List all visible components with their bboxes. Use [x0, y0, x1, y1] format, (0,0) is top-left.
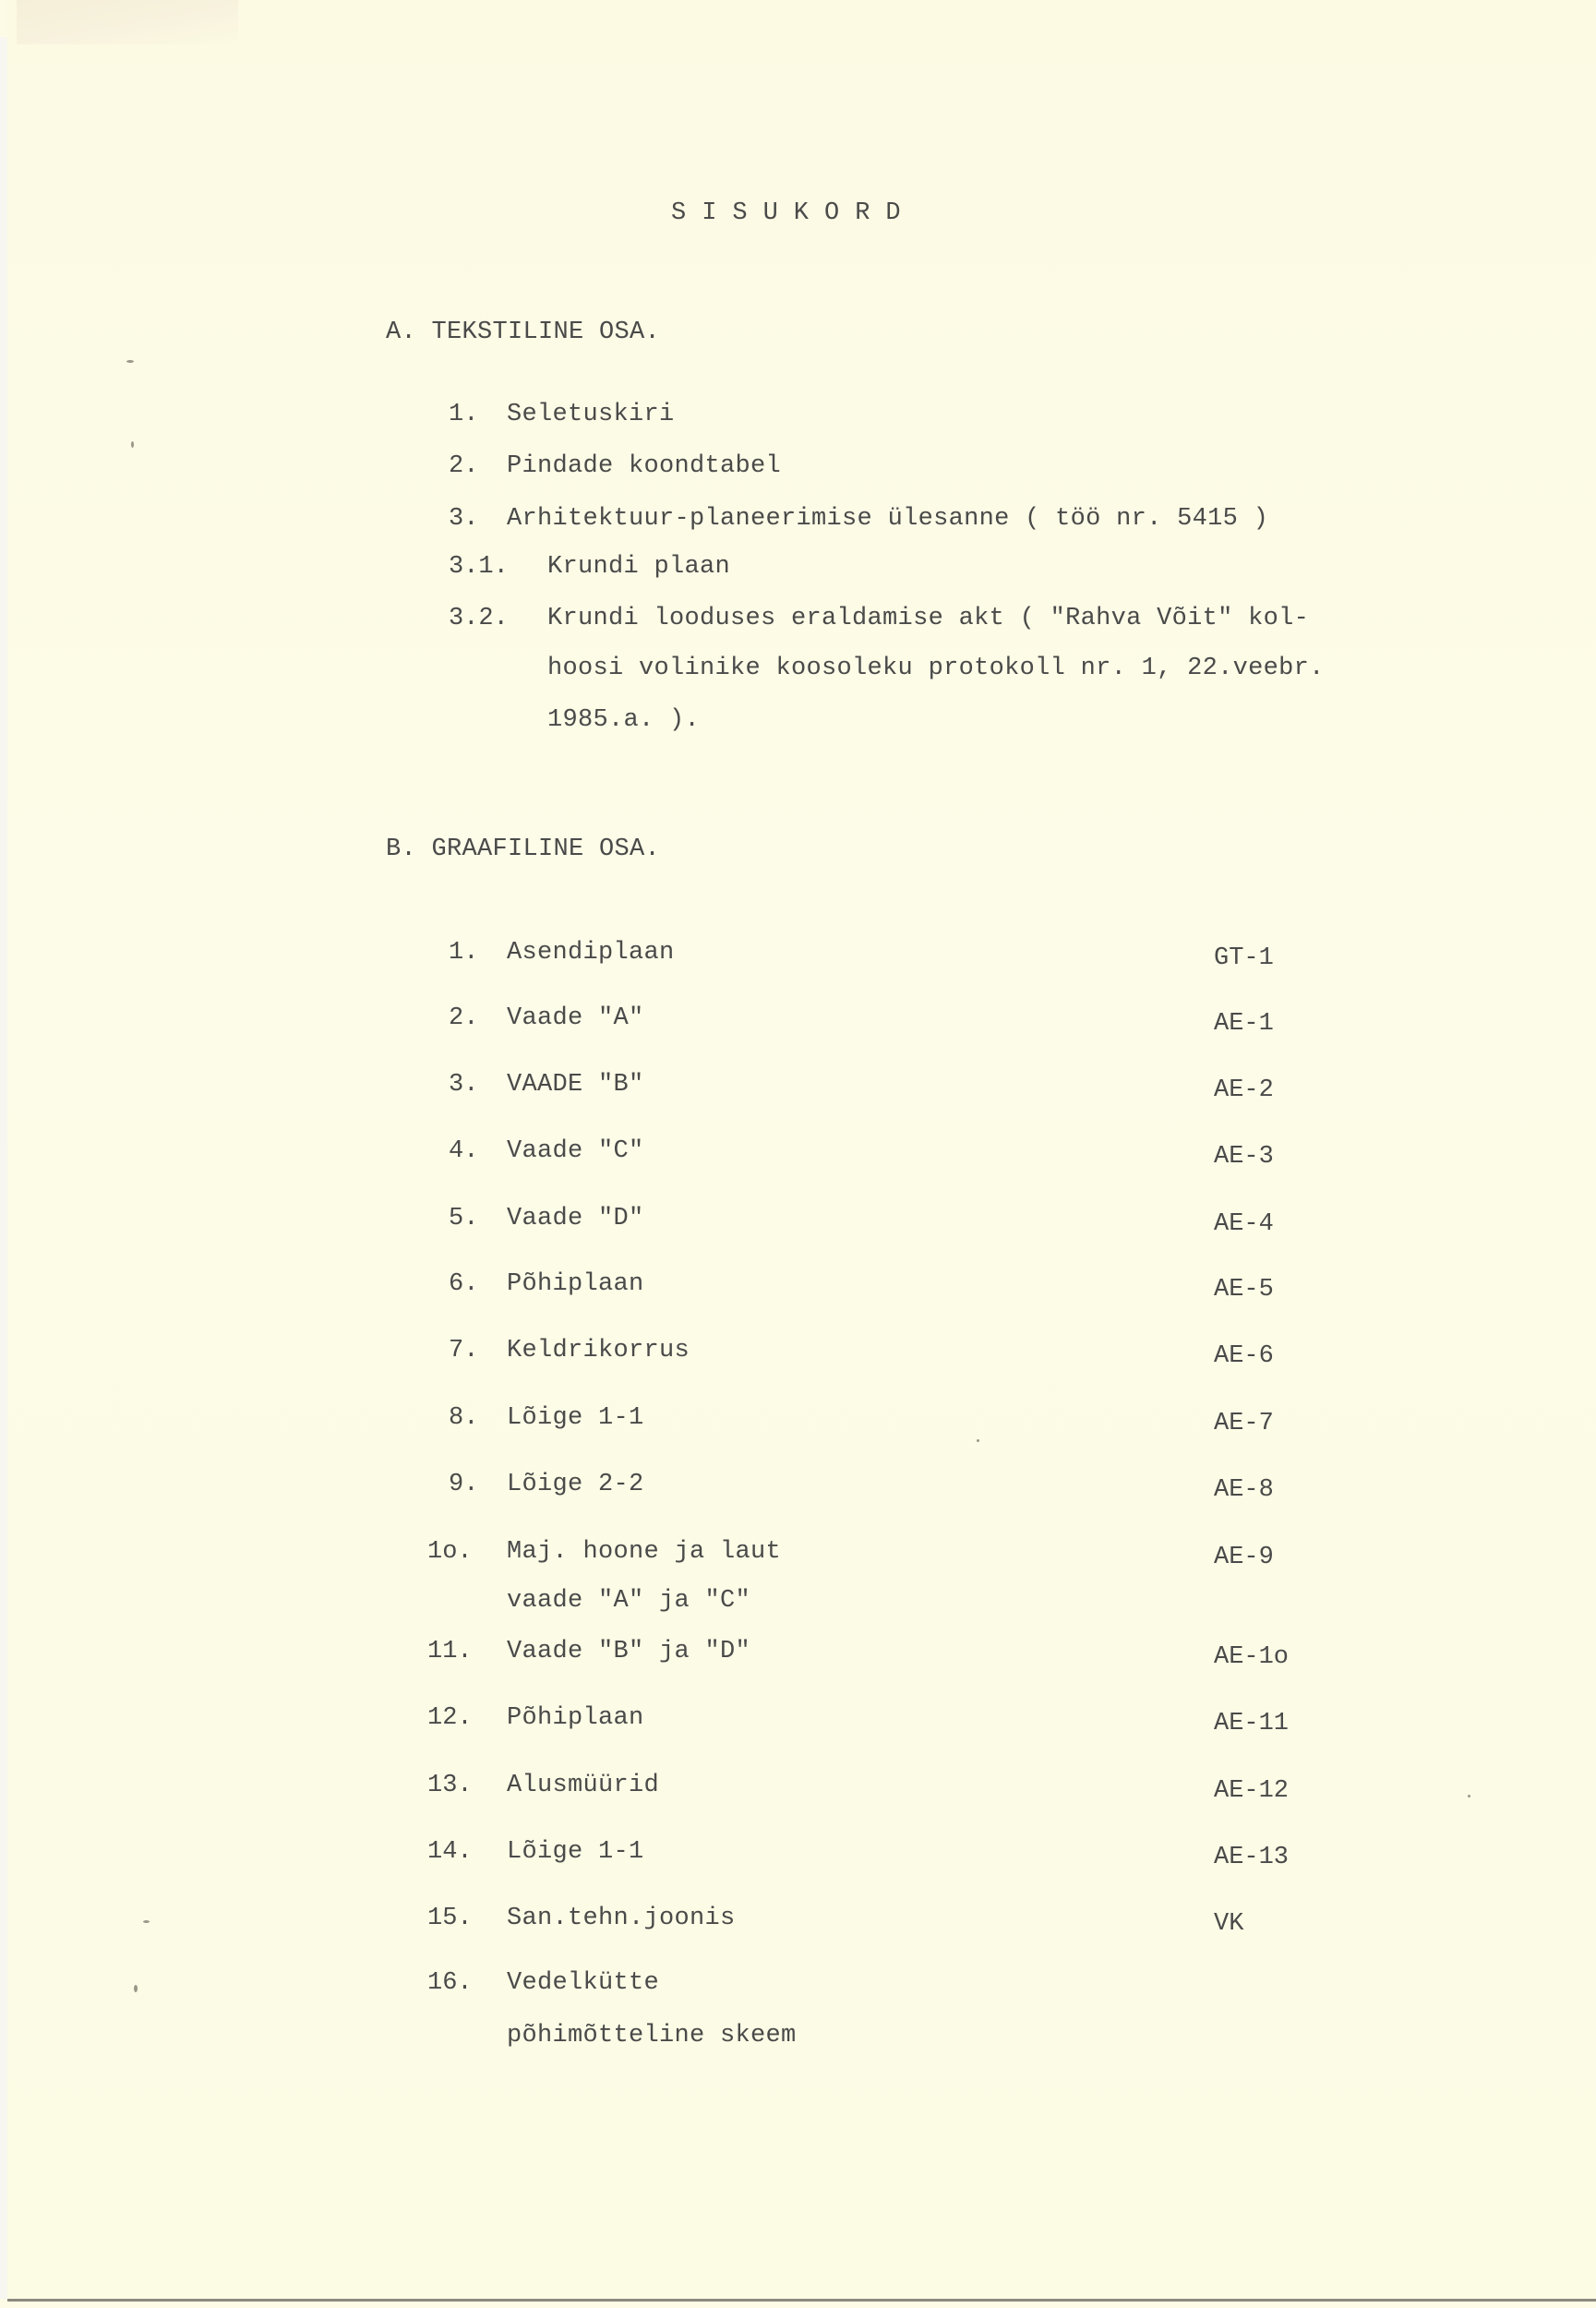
drawing-code: VK	[1214, 1910, 1244, 1938]
section-b-item-number: 1o.	[427, 1538, 473, 1566]
section-a-item-number: 3.1.	[449, 553, 509, 581]
section-a-item-number: 3.	[449, 505, 479, 533]
section-b-item-number: 5.	[449, 1205, 479, 1232]
section-b-item-number: 4.	[449, 1137, 479, 1165]
drawing-code: AE-13	[1214, 1844, 1290, 1871]
section-b-item-number: 11.	[427, 1638, 473, 1665]
section-a-item-text: Pindade koondtabel	[507, 452, 782, 480]
scan-speck	[131, 441, 134, 448]
section-b-item-number: 9.	[449, 1471, 479, 1498]
drawing-code: AE-3	[1214, 1143, 1274, 1171]
drawing-code: AE-2	[1214, 1076, 1274, 1104]
scan-speck	[977, 1439, 979, 1442]
section-b-item-number: 12.	[427, 1704, 473, 1732]
section-a-item-text: Arhitektuur-planeerimise ülesanne ( töö nr. 5415 )	[507, 505, 1269, 533]
section-a-item-number: 2.	[449, 452, 479, 480]
section-b-item-number: 3.	[449, 1071, 479, 1099]
scan-speck	[134, 1985, 138, 1992]
drawing-code: AE-11	[1214, 1710, 1290, 1737]
section-a-item-number: 3.2.	[449, 605, 509, 632]
section-b-item-number: 7.	[449, 1337, 479, 1364]
section-b-item-text: Vedelkütte	[507, 1969, 660, 1997]
drawing-code: AE-7	[1214, 1410, 1274, 1437]
drawing-code: AE-5	[1214, 1276, 1274, 1304]
drawing-code: AE-6	[1214, 1342, 1274, 1370]
section-b-item-number: 6.	[449, 1270, 479, 1298]
section-b-item-text: Maj. hoone ja laut	[507, 1538, 782, 1566]
section-b-item-text: Vaade "D"	[507, 1205, 644, 1232]
scan-speck	[1468, 1795, 1470, 1797]
paper-corner-shading	[17, 0, 238, 44]
section-b-item-text: Vaade "B" ja "D"	[507, 1638, 751, 1665]
section-b-heading: B. GRAAFILINE OSA.	[386, 835, 661, 863]
drawing-code: AE-9	[1214, 1544, 1274, 1571]
section-b-item-text: põhimõtteline skeem	[507, 2022, 797, 2050]
page-title: SISUKORD	[671, 199, 917, 227]
section-b-item-text: Vaade "C"	[507, 1137, 644, 1165]
drawing-code: GT-1	[1214, 944, 1274, 972]
section-b-item-number: 13.	[427, 1772, 473, 1799]
section-b-item-number: 16.	[427, 1969, 473, 1997]
section-b-item-text: vaade "A" ja "C"	[507, 1587, 751, 1615]
section-b-item-text: Lõige 1-1	[507, 1838, 644, 1866]
section-b-item-number: 14.	[427, 1838, 473, 1866]
drawing-code: AE-8	[1214, 1476, 1274, 1504]
scan-speck	[126, 360, 134, 363]
section-b-item-text: Vaade "A"	[507, 1004, 644, 1032]
section-a-item-number: 1.	[449, 401, 479, 428]
section-b-item-text: Lõige 1-1	[507, 1404, 644, 1432]
section-b-item-text: Põhiplaan	[507, 1270, 644, 1298]
section-a-item-text: Seletuskiri	[507, 401, 675, 428]
section-b-item-text: Põhiplaan	[507, 1704, 644, 1732]
section-b-item-number: 1.	[449, 939, 479, 967]
drawing-code: AE-4	[1214, 1210, 1274, 1238]
section-b-item-number: 2.	[449, 1004, 479, 1032]
section-b-item-text: Asendiplaan	[507, 939, 675, 967]
section-b-item-number: 8.	[449, 1404, 479, 1432]
drawing-code: AE-1	[1214, 1010, 1274, 1038]
scan-speck	[143, 1920, 150, 1923]
section-b-item-text: Lõige 2-2	[507, 1471, 644, 1498]
section-a-item-text: Krundi plaan	[547, 553, 731, 581]
section-b-item-text: Alusmüürid	[507, 1772, 660, 1799]
document-page	[7, 0, 1596, 2302]
section-a-item-text: hoosi volinike koosoleku protokoll nr. 1, 22.veebr.	[547, 655, 1325, 682]
section-a-item-text: 1985.a. ).	[547, 706, 701, 734]
section-a-item-text: Krundi looduses eraldamise akt ( "Rahva Võit" kol-	[547, 605, 1310, 632]
section-b-item-text: Keldrikorrus	[507, 1337, 690, 1364]
section-b-item-number: 15.	[427, 1905, 473, 1932]
section-a-heading: A. TEKSTILINE OSA.	[386, 319, 661, 346]
section-b-item-text: VAADE "B"	[507, 1071, 644, 1099]
drawing-code: AE-12	[1214, 1777, 1290, 1805]
drawing-code: AE-1o	[1214, 1643, 1290, 1671]
section-b-item-text: San.tehn.joonis	[507, 1905, 736, 1932]
